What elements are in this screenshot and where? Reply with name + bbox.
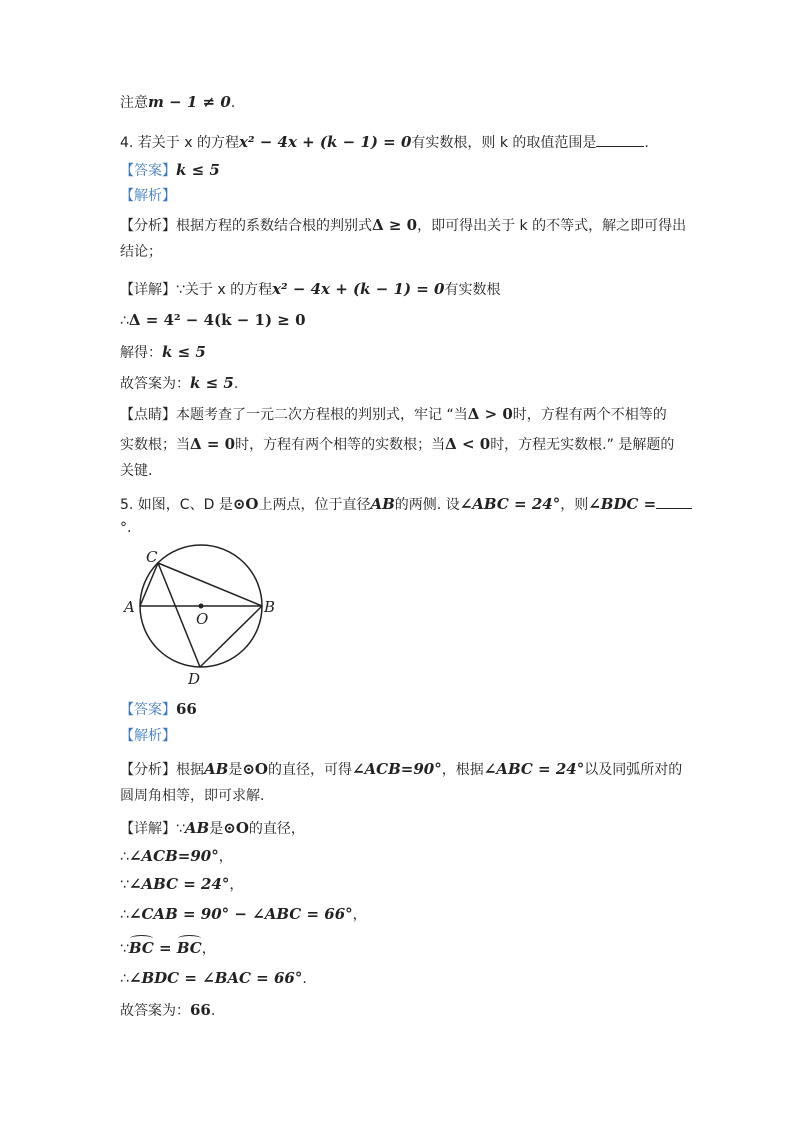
q4-equation: x² − 4x + (k − 1) = 0 — [239, 133, 412, 151]
note-math: m − 1 ≠ 0 — [148, 93, 231, 111]
q5-detail-1: 【详解】∵AB是⊙O的直径， — [120, 819, 305, 837]
q4-analysis-tag: 【解析】 — [120, 188, 176, 204]
q5-detail-4: ∴∠CAB = 90° − ∠ABC = 66°， — [120, 905, 367, 923]
q5-analysis-tag: 【解析】 — [120, 728, 176, 744]
answer-blank — [656, 494, 692, 509]
answer-tag: 【答案】 — [120, 702, 176, 718]
q4-answer-value: k ≤ 5 — [176, 161, 220, 179]
segment-cd — [158, 563, 200, 667]
q5-detail-5: ∵BC = BC， — [120, 939, 216, 957]
label-b: B — [264, 598, 276, 616]
q4-detail: 【详解】∵关于 x 的方程x² − 4x + (k − 1) = 0有实数根 — [120, 280, 501, 298]
q5-stem: 5. 如图，C、D 是⊙O上两点，位于直径AB的两侧. 设∠ABC = 24°，则∠BDC = — [120, 494, 692, 515]
q5-final: 故答案为：66. — [120, 1001, 216, 1019]
answer-blank — [596, 132, 644, 147]
q4-dianjing-end: 关键. — [120, 463, 153, 479]
q4-stem: 4. 若关于 x 的方程x² − 4x + (k − 1) = 0有实数根，则 k 的取值范围是 . — [120, 133, 649, 151]
q4-solve: 解得：k ≤ 5 — [120, 343, 206, 361]
arc-bc: BC — [128, 939, 154, 957]
q4-answer — [120, 160, 220, 181]
segment-ac — [140, 563, 158, 606]
q4-final: 故答案为：k ≤ 5. — [120, 374, 239, 392]
q5-fenxi-cont: 圆周角相等，即可求解. — [120, 788, 265, 804]
label-d: D — [188, 670, 201, 688]
q4-step1: ∴Δ = 4² − 4(k − 1) ≥ 0 — [120, 311, 306, 329]
note-line: 注意m − 1 ≠ 0. — [120, 93, 236, 111]
arc-bc: BC — [176, 939, 202, 957]
answer-tag: 【答案】 — [120, 163, 176, 179]
label-o: O — [196, 610, 209, 628]
label-c: C — [146, 548, 158, 566]
q5-detail-6: ∴∠BDC = ∠BAC = 66°. — [120, 969, 307, 987]
q5-stem-end: °. — [120, 520, 132, 536]
q5-answer-value: 66 — [176, 700, 197, 718]
q5-answer — [120, 699, 197, 720]
q5-detail-2: ∴∠ACB=90°， — [120, 847, 233, 865]
circle-figure — [118, 544, 288, 690]
q4-fenxi-cont: 结论； — [120, 244, 162, 260]
q4-fenxi: 【分析】根据方程的系数结合根的判别式Δ ≥ 0，即可得出关于 k 的不等式，解之即可得出 — [120, 216, 687, 234]
q5-fenxi: 【分析】根据AB是⊙O的直径，可得∠ACB=90°，根据∠ABC = 24°以及同弧所对的 — [120, 760, 683, 778]
label-a: A — [124, 598, 135, 616]
q4-dianjing-cont: 实数根；当Δ = 0时，方程有两个相等的实数根；当Δ < 0时，方程无实数根.” 是解题的 — [120, 435, 675, 453]
center-point — [199, 604, 204, 609]
segment-db — [200, 606, 262, 667]
segment-cb — [158, 563, 262, 606]
q4-dianjing: 【点睛】本题考查了一元二次方程根的判别式，牢记 “当Δ > 0时，方程有两个不相等的 — [120, 405, 667, 423]
q5-detail-3: ∵∠ABC = 24°， — [120, 875, 244, 893]
